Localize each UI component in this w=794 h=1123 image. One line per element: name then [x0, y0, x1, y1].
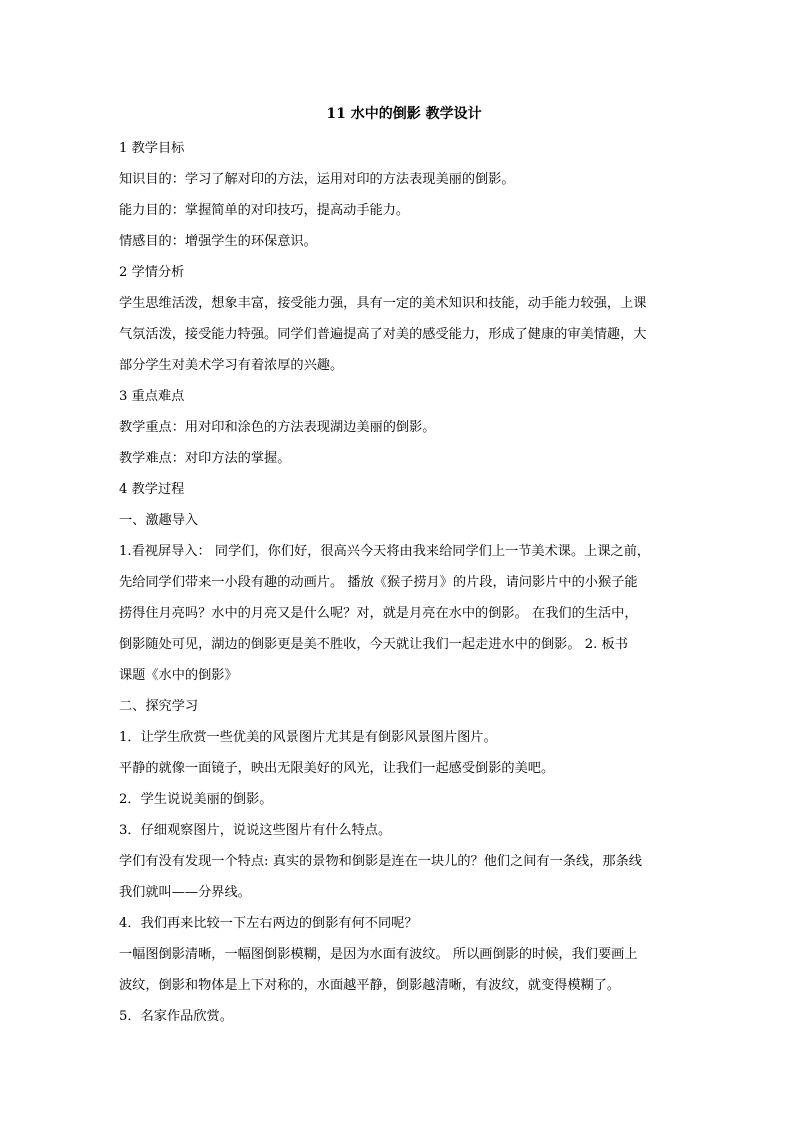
paragraph [119, 536, 677, 691]
paragraph [119, 164, 677, 195]
paragraph [119, 474, 677, 505]
paragraph-line: 捞得住月亮吗？水中的月亮又是什么呢？对，就是月亮在水中的倒影。 在我们的生活中， [119, 606, 638, 621]
paragraph-line: 学们有没有发现一个特点: 真实的景物和倒影是连在一块儿的？他们之间有一条线，那条线 [119, 854, 642, 869]
paragraph-line: 4．我们再来比较一下左右两边的倒影有何不同呢？ [119, 916, 418, 931]
paragraph [119, 195, 677, 226]
paragraph-line: 二、探究学习 [119, 699, 199, 714]
paragraph-line: 1 教学目标 [119, 141, 185, 156]
paragraph-line: 2 学情分析 [119, 265, 185, 280]
paragraph [119, 939, 677, 1001]
paragraph-line: 知识目的：学习了解对印的方法，运用对印的方法表现美丽的倒影。 [119, 172, 515, 187]
paragraph [119, 846, 677, 908]
paragraph-line: 5．名家作品欣赏。 [119, 1009, 233, 1024]
paragraph-line: 2．学生说说美丽的倒影。 [119, 792, 273, 807]
paragraph-line: 课题《水中的倒影》 [119, 668, 238, 683]
document-title: 11 水中的倒影 教学设计 [326, 106, 482, 122]
paragraph-line: 3．仔细观察图片，说说这些图片有什么特点。 [119, 823, 392, 838]
paragraph [119, 908, 677, 939]
paragraph [119, 381, 677, 412]
paragraph [119, 815, 677, 846]
paragraph-line: 1.看视屏导入： 同学们，你们好，很高兴今天将由我来给同学们上一节美术课。上课之前， [119, 544, 651, 559]
paragraph-line: 学生思维活泼，想象丰富，接受能力强，具有一定的美术知识和技能，动手能力较强，上课 [119, 296, 647, 311]
paragraph-line: 情感目的：增强学生的环保意识。 [119, 234, 317, 249]
paragraph [119, 226, 677, 257]
paragraph-line: 先给同学们带来一小段有趣的动画片。 播放《猴子捞月》的片段，请问影片中的小猴子能 [119, 575, 638, 590]
paragraph [119, 784, 677, 815]
paragraph-list [119, 133, 677, 1032]
paragraph [119, 691, 677, 722]
paragraph [119, 722, 677, 753]
paragraph [119, 505, 677, 536]
paragraph [119, 412, 677, 443]
paragraph-line: 部分学生对美术学习有着浓厚的兴趣。 [119, 358, 344, 373]
paragraph-line: 教学难点：对印方法的掌握。 [119, 451, 291, 466]
paragraph-line: 教学重点：用对印和涂色的方法表现湖边美丽的倒影。 [119, 420, 436, 435]
paragraph [119, 288, 677, 381]
document-body [119, 104, 677, 1032]
paragraph-line: 能力目的：掌握简单的对印技巧，提高动手能力。 [119, 203, 410, 218]
paragraph-line: 1．让学生欣赏一些优美的风景图片尤其是有倒影风景图片图片。 [119, 730, 497, 745]
paragraph-line: 4 教学过程 [119, 482, 185, 497]
paragraph-line: 倒影随处可见，湖边的倒影更是美不胜收，今天就让我们一起走进水中的倒影。 2. 板书 [119, 637, 628, 652]
paragraph [119, 133, 677, 164]
paragraph-line: 一、激趣导入 [119, 513, 199, 528]
paragraph [119, 257, 677, 288]
paragraph-line: 我们就叫——分界线。 [119, 885, 251, 900]
paragraph [119, 753, 677, 784]
paragraph-line: 气氛活泼，接受能力特强。同学们普遍提高了对美的感受能力，形成了健康的审美情趣，大 [119, 327, 647, 342]
paragraph [119, 443, 677, 474]
paragraph-line: 波纹，倒影和物体是上下对称的，水面越平静，倒影越清晰，有波纹，就变得模糊了。 [119, 978, 621, 993]
paragraph-line: 平静的就像一面镜子，映出无限美好的风光，让我们一起感受倒影的美吧。 [119, 761, 555, 776]
paragraph [119, 1001, 677, 1032]
paragraph-line: 3 重点难点 [119, 389, 185, 404]
paragraph-line: 一幅图倒影清晰，一幅图倒影模糊，是因为水面有波纹。 所以画倒影的时候，我们要画上 [119, 947, 638, 962]
